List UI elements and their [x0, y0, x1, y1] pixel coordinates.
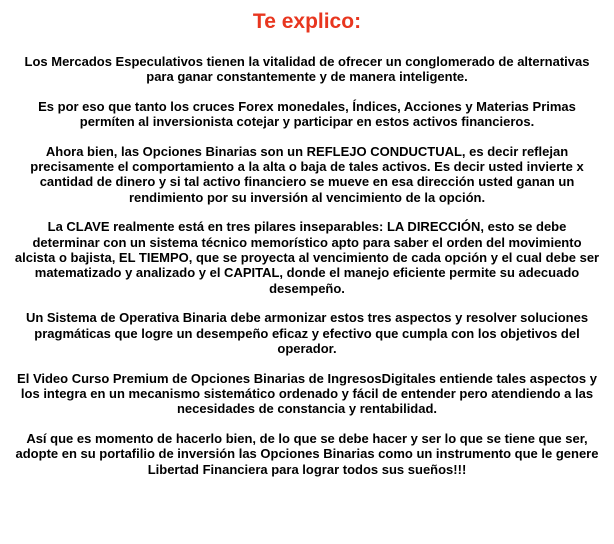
paragraph-call-to-action: Así que es momento de hacerlo bien, de lo que se debe hacer y ser lo que se tiene que ser, adopte en su portafilio de inversión las Opciones Binarias como un instrumento que le genere Libertad Financiera para lograr todos sus sueños!!! — [15, 430, 599, 477]
paragraph-video-course: El Video Curso Premium de Opciones Binarias de IngresosDigitales entiende tales aspectos y los integra en un mecanismo sistemático ordenado y fácil de entender pero atendiendo a las necesidades de constancia y rentabilidad. — [17, 370, 597, 417]
paragraph-markets: Los Mercados Especulativos tienen la vitalidad de ofrecer un conglomerado de alternativas para ganar constantemente y de manera inteligente. — [24, 54, 590, 85]
paragraph-binary-system: Un Sistema de Operativa Binaria debe armonizar estos tres aspectos y resolver soluciones pragmáticas que logre un desempeño eficaz y efectivo que cumpla con los objetivos del operador. — [25, 310, 589, 357]
page-title: Te explico: — [252, 10, 362, 33]
paragraph-binary-options: Ahora bien, las Opciones Binarias son un REFLEJO CONDUCTUAL, es decir reflejan precisamente el comportamiento a la alta o baja de tales activos. Es decir usted invierte x cantidad de dinero y si tal activo financiero se mueve en esa dirección usted ganan un rendimiento por su inversión al vencimiento de la opción. — [30, 143, 584, 205]
paragraph-three-pillars: La CLAVE realmente está en tres pilares inseparables: LA DIRECCIÓN, esto se debe determinar con un sistema técnico memorístico apto para saber el orden del movimiento alcista o bajista, EL TIEMPO, que se proyecta al vencimiento de cada opción y el cual debe ser matematizado y analizado y el CAPITAL, donde el manejo eficiente permite su adecuado desempeño. — [14, 219, 600, 296]
paragraph-assets: Es por eso que tanto los cruces Forex monedales, Índices, Acciones y Materias Primas permíten al inversionista cotejar y participar en estos activos financieros. — [38, 98, 576, 130]
